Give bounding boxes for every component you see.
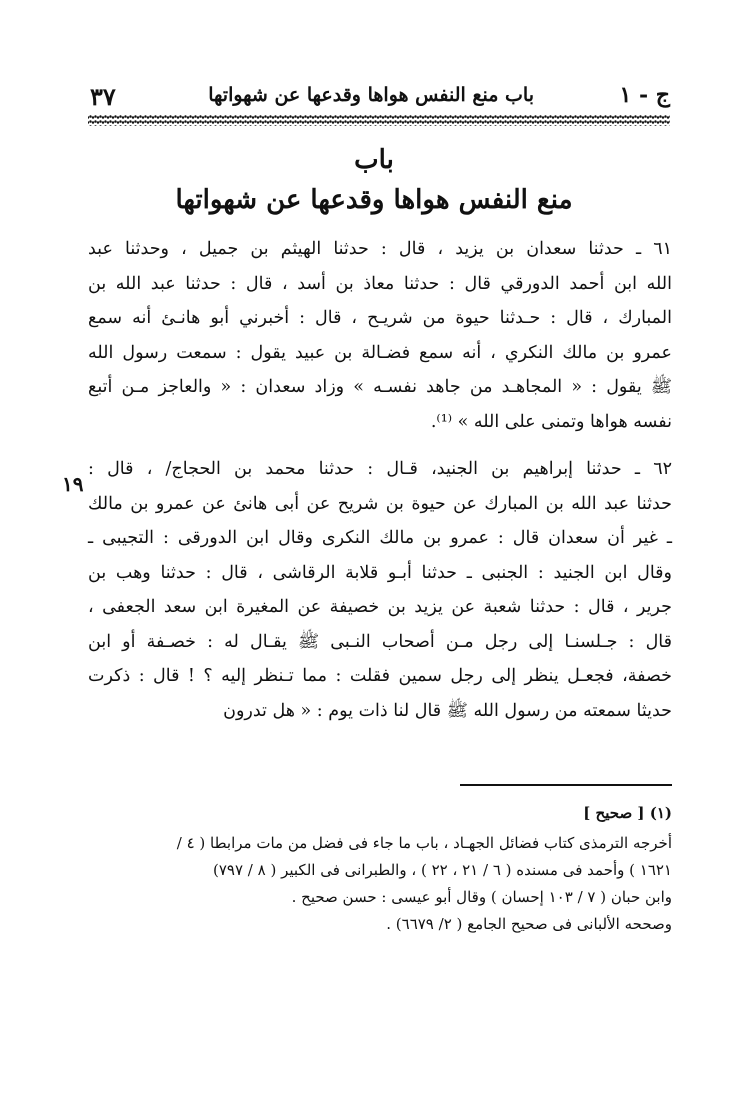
footnote-line: وصححه الألبانى فى صحيح الجامع ( ٢/ ٦٦٧٩) .	[386, 915, 672, 933]
page-number: ٣٧	[90, 82, 116, 111]
footnotes	[88, 800, 672, 938]
main-text	[88, 232, 672, 728]
footnote-line: وابن حبان ( ٧ / ١٠٣ إحسان ) وقال أبو عيسى : حسن صحيح .	[291, 888, 672, 906]
chapter-title: منع النفس هواها وقدعها عن شهواتها	[175, 185, 573, 215]
text-line: عمرو بن مالك النكري ، أنه سمع فضـالة بن عبيد يقول : سمعت رسول الله	[88, 342, 672, 363]
text-line: وقال ابن الجنيد : الجنبى ـ حدثنا أبـو قلابة الرقاشى ، قال : حدثنا وهب بن	[88, 562, 672, 583]
text-line: خصفة، فجعـل ينظر إلى رجل سمين فقلت : مما تـنظر إليه ؟ ! قال : ذكرت	[88, 666, 672, 686]
running-header	[88, 80, 670, 114]
hadith-paragraph-61	[88, 232, 672, 439]
chapter-label: باب	[354, 145, 394, 175]
running-title: باب منع النفس هواها وقدعها عن شهواتها	[208, 84, 534, 106]
manuscript-folio-marker: ١٩	[62, 472, 84, 496]
footnote-line: ١٦٢١ ) وأحمد فى مسنده ( ٦ / ٢١ ، ٢٢ ) ، والطبرانى فى الكبير ( ٨ / ٧٩٧)	[213, 861, 672, 879]
text-line: حدثنا عبد الله بن المبارك عن حيوة بن شريح عن أبى هانئ عن عمرو بن مالك	[88, 493, 672, 514]
hadith-paragraph-62	[88, 452, 672, 728]
text-line: نفسه هواها وتمنى على الله » ⁽¹⁾.	[430, 411, 672, 432]
text-line: المبارك ، قال : حـدثنا حيوة من شريـح ، قال : أخبرني أبو هانـئ أنه سمع	[88, 308, 672, 328]
text-line: قال : جـلسنـا إلى رجل مـن أصحاب النـبى ﷺ يقـال له : خصـفة أو ابن	[88, 631, 672, 652]
text-line: ٦٢ ـ حدثنا إبراهيم بن الجنيد، قـال : حدثنا محمد بن الحجاج/ ، قال :	[88, 459, 672, 479]
text-line: حديثا سمعته من رسول الله ﷺ قال لنا ذات يوم : « هل تدرون	[223, 700, 672, 721]
header-dotted-rule	[88, 114, 670, 126]
text-line: ـ غير أن سعدان قال : عمرو بن مالك النكرى وقال ابن الدورقى : التجيبى ـ	[88, 528, 672, 548]
footnote-separator	[460, 784, 672, 786]
volume-indicator: ج - ١	[619, 82, 670, 108]
text-line: جرير ، قال : حدثنا شعبة عن يزيد بن خصيفة عن المغيرة ابن سعد الجعفى ،	[88, 597, 672, 617]
text-line: الله ابن أحمد الدورقي قال : حدثنا معاذ بن أسد ، قال : حدثنا عبد الله بن	[88, 273, 672, 294]
text-line: ﷺ يقول : « المجاهـد من جاهد نفسـه » وزاد سعدان : « والعاجز مـن أتبع	[88, 377, 672, 397]
text-line: ٦١ ـ حدثنا سعدان بن يزيد ، قال : حدثنا الهيثم بن جميل ، وحدثنا عبد	[88, 239, 672, 259]
footnote-heading: (١) [ صحيح ]	[583, 804, 672, 822]
footnote-line: أخرجه الترمذى كتاب فضائل الجهـاد ، باب ما جاء فى فضل من مات مرابطا ( ٤ /	[176, 834, 672, 852]
